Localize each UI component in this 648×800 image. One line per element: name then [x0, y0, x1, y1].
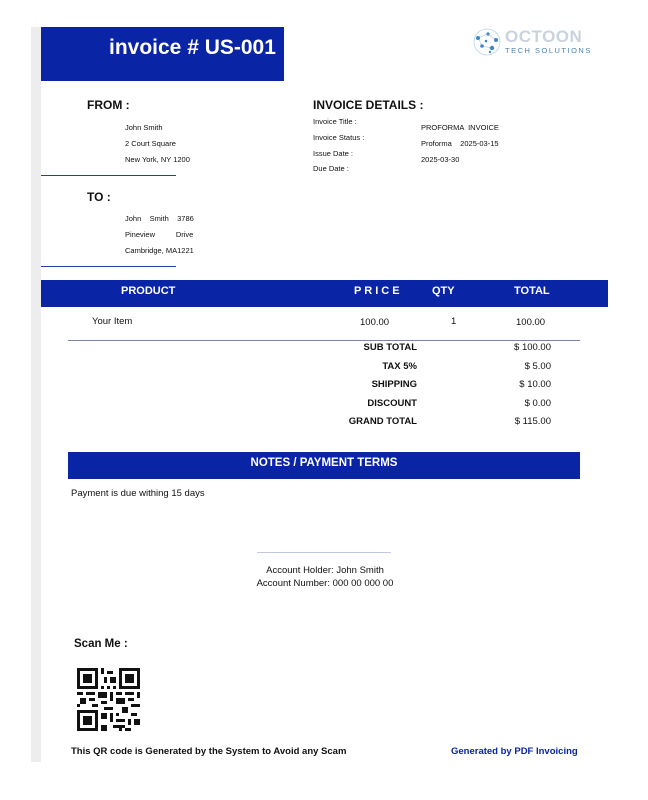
scan-heading: Scan Me : [74, 638, 128, 650]
signature-line [257, 552, 391, 553]
shipping-value: $ 10.00 [519, 379, 551, 390]
col-price: P R I C E [354, 285, 400, 297]
to-line-2: Pineview Drive [125, 230, 194, 239]
col-product: PRODUCT [121, 285, 176, 297]
from-heading: FROM : [87, 98, 130, 112]
details-issue-value: 2025-03-30 [421, 155, 460, 164]
row-qty: 1 [451, 316, 457, 327]
from-street: 2 Court Square [125, 139, 176, 148]
details-title-value: PROFORMA INVOICE [421, 123, 499, 132]
subtotal-value: $ 100.00 [514, 342, 551, 353]
logo-tagline: TECH SOLUTIONS [505, 46, 592, 55]
to-line-3: Cambridge, MA1221 [125, 246, 194, 255]
details-issue-label: Issue Date : [313, 149, 354, 158]
qr-disclaimer: This QR code is Generated by the System to Avoid any Scam [71, 746, 347, 757]
account-holder: Account Holder: John Smith [266, 565, 384, 576]
account-number: Account Number: 000 00 000 00 [256, 578, 394, 589]
tax-value: $ 5.00 [524, 361, 551, 372]
row-product: Your Item [92, 316, 133, 327]
row-price: 100.00 [360, 317, 390, 328]
generator-credit-link[interactable]: Generated by PDF Invoicing [451, 746, 578, 757]
shipping-label: SHIPPING [371, 379, 417, 390]
details-heading: INVOICE DETAILS : [313, 98, 424, 112]
left-margin-strip [31, 27, 41, 762]
details-status-label: Invoice Status : [313, 133, 365, 142]
row-total: 100.00 [516, 317, 546, 328]
to-heading: TO : [87, 190, 111, 204]
details-status-value: Proforma 2025-03-15 [421, 139, 499, 148]
from-name: John Smith [125, 123, 163, 132]
notes-text: Payment is due withing 15 days [71, 488, 205, 499]
qr-code-icon[interactable] [77, 668, 140, 731]
from-city: New York, NY 1200 [125, 155, 190, 164]
discount-label: DISCOUNT [367, 398, 417, 409]
table-divider [68, 340, 580, 341]
tax-label: TAX 5% [382, 361, 417, 372]
from-divider [41, 175, 176, 176]
logo-name: OCTOON [505, 27, 583, 46]
invoice-title: invoice # US-001 [109, 36, 276, 59]
col-total: TOTAL [514, 285, 550, 297]
to-line-1: John Smith 3786 [125, 214, 194, 223]
to-divider [41, 266, 176, 267]
subtotal-label: SUB TOTAL [363, 342, 417, 353]
grand-total-label: GRAND TOTAL [348, 416, 417, 427]
discount-value: $ 0.00 [524, 398, 551, 409]
details-title-label: Invoice Title : [313, 117, 357, 126]
notes-heading: NOTES / PAYMENT TERMS [250, 457, 398, 469]
grand-total-value: $ 115.00 [514, 416, 551, 427]
col-qty: QTY [432, 285, 455, 297]
details-due-label: Due Date : [313, 164, 349, 173]
